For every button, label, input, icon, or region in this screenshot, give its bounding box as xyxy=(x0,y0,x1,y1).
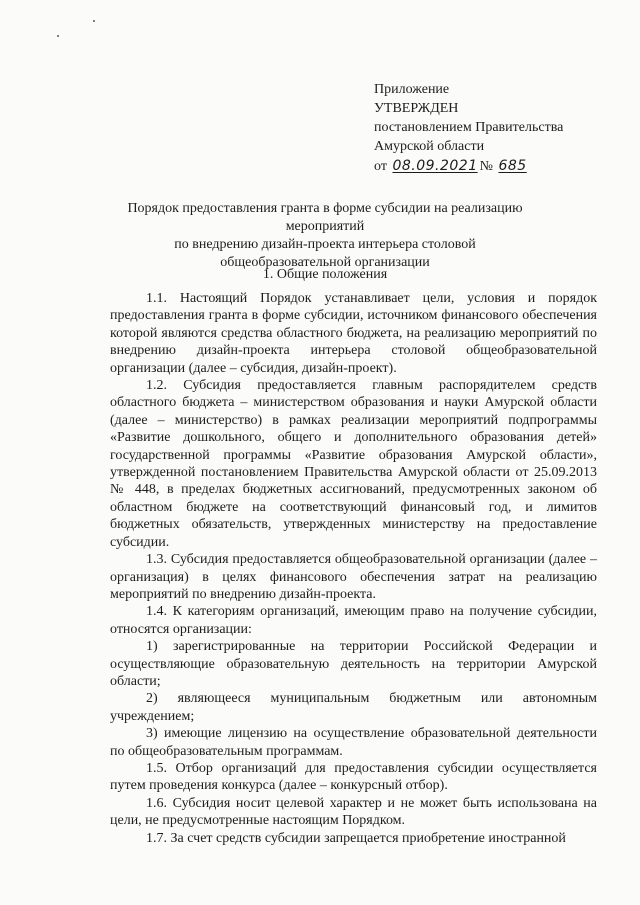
approval-date-line xyxy=(374,157,614,176)
approval-number-handwritten: 685 xyxy=(498,158,527,174)
approval-appendix-label: Приложение xyxy=(374,82,450,97)
approval-resolution-label: постановлением Правительства xyxy=(374,120,564,135)
paragraph-1-3: 1.3. Субсидия предоставляется общеобразовательной организации (далее – организация) в целях финансового обеспечения затрат на реализацию мероприятий по внедрению дизайн-проекта. xyxy=(110,552,597,602)
paragraph-1-5: 1.5. Отбор организаций для предоставления субсидии осуществляется путем проведения конкурса (далее – конкурсный отбор). xyxy=(110,760,597,794)
document-title-line: Порядок предоставления гранта в форме субсидии на реализацию мероприятий xyxy=(127,201,523,234)
document-title xyxy=(90,200,560,272)
paragraph-1-2: 1.2. Субсидия предоставляется главным распорядителем средств областного бюджета – министерством образования и науки Амурской области (далее – министерство) в рамках реализации мероприятий подпрограммы «Развитие дошкольного, общего и дополнительного образования детей» государственной программы «Развитие образования Амурской области», утвержденной постановлением Правительства Амурской области от 25.09.2013 № 448, в пределах бюджетных ассигнований, предусмотренных законом об областном бюджете на соответствующий финансовый год, и лимитов бюджетных обязательств, утвержденных министерству на предоставление субсидии. xyxy=(110,378,597,550)
paragraph-1-4-item-3: 3) имеющие лицензию на осуществление образовательной деятельности по общеобразовательным программам. xyxy=(110,726,597,759)
approval-approved-label: УТВЕРЖДЕН xyxy=(374,101,459,116)
scan-speck xyxy=(93,20,95,22)
document-title-line: по внедрению дизайн-проекта интерьера столовой xyxy=(174,237,476,252)
approval-number-prefix: № xyxy=(479,159,493,174)
approval-date-prefix: от xyxy=(374,159,387,174)
section-heading: 1. Общие положения xyxy=(262,267,388,282)
paragraph-1-1: 1.1. Настоящий Порядок устанавливает цели, условия и порядок предоставления гранта в форме субсидии, источником финансового обеспечения которой являются средства областного бюджета, на реализацию мероприятий по внедрению дизайн-проекта интерьера столовой общеобразовательной организации (далее – субсидия, дизайн-проект). xyxy=(110,291,597,376)
paragraph-1-4-item-1: 1) зарегистрированные на территории Российской Федерации и осуществляющие образовательную деятельность на территории Амурской области; xyxy=(110,639,597,689)
scan-speck xyxy=(57,35,59,37)
paragraph-1-6: 1.6. Субсидия носит целевой характер и не может быть использована на цели, не предусмотренные настоящим Порядком. xyxy=(110,795,597,829)
approval-block xyxy=(374,80,614,176)
document-title-line: общеобразовательной организации xyxy=(220,255,430,270)
approval-date-handwritten: 08.09.2021 xyxy=(392,158,478,174)
document-body xyxy=(110,290,597,847)
paragraph-1-4: 1.4. К категориям организаций, имеющим право на получение субсидии, относятся организации: xyxy=(110,604,597,637)
paragraph-1-4-item-2: 2) являющееся муниципальным бюджетным или автономным учреждением; xyxy=(110,691,597,724)
approval-region-label: Амурской области xyxy=(374,139,485,154)
paragraph-1-7: 1.7. За счет средств субсидии запрещается приобретение иностранной xyxy=(146,830,566,846)
